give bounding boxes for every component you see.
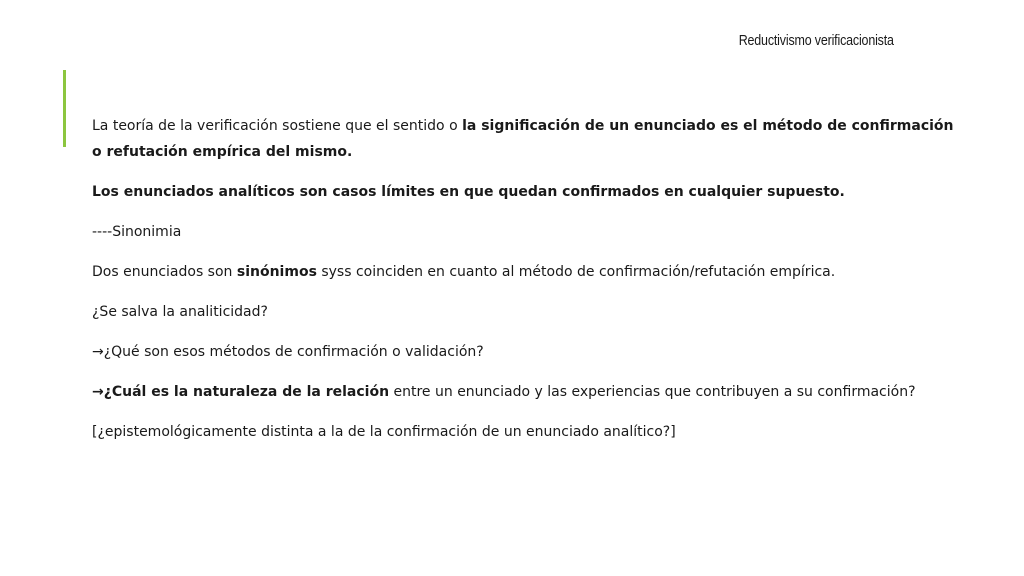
paragraph-text: syss coinciden en cuanto al método de confirmación/refutación empírica. bbox=[316, 264, 836, 280]
paragraph-verification-theory bbox=[92, 113, 962, 165]
paragraph-text: [¿epistemológicamente distinta a la de la confirmación de un enunciado analítico?] bbox=[92, 424, 676, 440]
paragraph-methods-question bbox=[92, 339, 962, 365]
paragraph-text: ¿Se salva la analiticidad? bbox=[92, 304, 268, 320]
paragraph-bold-text: →¿Cuál es la naturaleza de la relación bbox=[92, 384, 390, 400]
slide-content bbox=[92, 113, 962, 459]
paragraph-bold-text: Los enunciados analíticos son casos límites en que quedan confirmados en cualquier supuesto. bbox=[92, 184, 845, 200]
paragraph-relation-question bbox=[92, 379, 962, 405]
paragraph-text: Dos enunciados son bbox=[92, 264, 237, 280]
accent-bar bbox=[63, 70, 66, 147]
paragraph-analyticity-question bbox=[92, 299, 962, 325]
paragraph-text: ----Sinonimia bbox=[92, 224, 182, 240]
paragraph-text: entre un enunciado y las experiencias que contribuyen a su confirmación? bbox=[389, 384, 916, 400]
paragraph-text: →¿Qué son esos métodos de confirmación o validación? bbox=[92, 344, 484, 360]
paragraph-synonymy-heading bbox=[92, 219, 962, 245]
paragraph-synonymy-definition bbox=[92, 259, 962, 285]
paragraph-epistemological-question bbox=[92, 419, 962, 445]
slide-title: Reductivismo verificacionista bbox=[738, 33, 894, 49]
paragraph-bold-text: sinónimos bbox=[236, 264, 317, 280]
paragraph-text: La teoría de la verificación sostiene que el sentido o bbox=[92, 118, 463, 134]
paragraph-bold-text: la significación de un enunciado es el método de confirmación o refutación empírica del mismo. bbox=[92, 118, 954, 160]
paragraph-analytic-statements bbox=[92, 179, 962, 205]
